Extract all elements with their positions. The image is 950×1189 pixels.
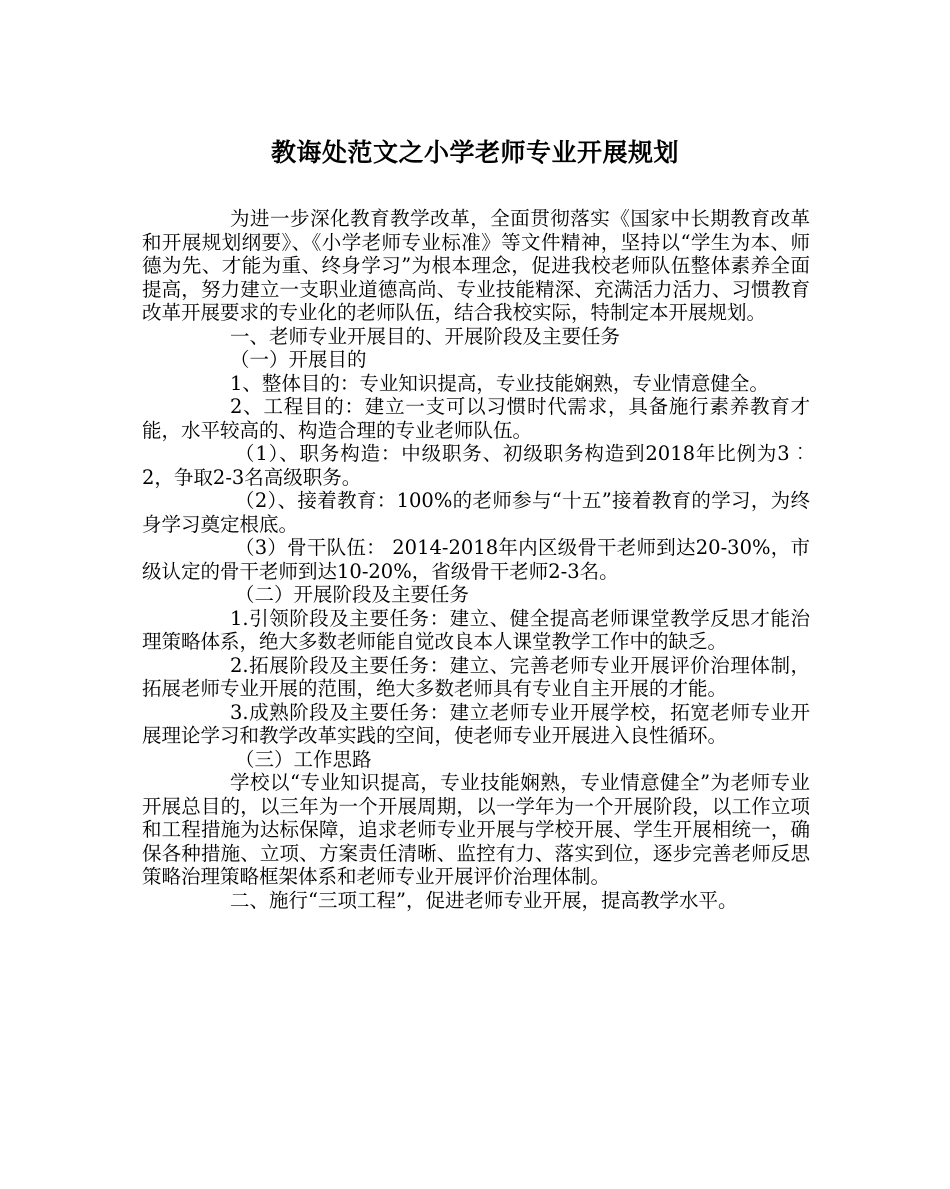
paragraph-overall-goal: 1、整体目的：专业知识提高，专业技能娴熟，专业情意健全。 [230,371,769,395]
paragraph-stage-mature: 3.成熟阶段及主要任务：建立老师专业开展学校，拓宽老师专业开展理论学习和教学改革实践的空间，使老师专业开展进入良性循环。 [142,700,810,747]
paragraph-stage-lead: 1.引领阶段及主要任务：建立、健全提高老师课堂教学反思才能治理策略体系，绝大多数老师能自觉改良本人课堂教学工作中的缺乏。 [142,606,810,653]
subsection-heading-goals: （一）开展目的 [230,348,367,371]
paragraph-intro: 为进一步深化教育教学改革，全面贯彻落实《国家中长期教育改革和开展规划纲要》、《小学老师专业标准》等文件精神，坚持以“学生为本、师德为先、才能为重、终身学习”为根本理念，促进我校老师队伍整体素养全面提高，努力建立一支职业道德高尚、专业技能精深、充满活力活力、习惯教育改革开展要求的专业化的老师队伍，结合我校实际，特制定本开展规划。 [142,207,810,324]
paragraph-continuing-education: （2）、接着教育：100%的老师参与“十五”接着教育的学习，为终身学习奠定根底。 [142,489,810,536]
section-heading-two: 二、施行“三项工程”，促进老师专业开展，提高教学水平。 [230,888,738,912]
section-heading-one: 一、老师专业开展目的、开展阶段及主要任务 [230,324,621,348]
subsection-heading-approach: （三）工作思路 [235,747,372,771]
paragraph-project-goal: 2、工程目的：建立一支可以习惯时代需求，具备施行素养教育才能，水平较高的、构造合理的专业老师队伍。 [142,395,810,442]
document-title: 教诲处范文之小学老师专业开展规划 [270,138,679,167]
paragraph-work-approach: 学校以“专业知识提高，专业技能娴熟，专业情意健全”为老师专业开展总目的，以三年为一个开展周期，以一学年为一个开展阶段，以工作立项和工程措施为达标保障，追求老师专业开展与学校开展、学生开展相统一，确保各种措施、立项、方案责任清晰、监控有力、落实到位，逐步完善老师反思策略治理策略框架体系和老师专业开展评价治理体制。 [142,771,810,888]
paragraph-backbone-team: （3）骨干队伍： 2014-2018年内区级骨干老师到达20-30%，市级认定的骨干老师到达10-20%，省级骨干老师2-3名。 [142,536,810,583]
subsection-heading-stages: （二）开展阶段及主要任务 [235,583,470,606]
paragraph-stage-expand: 2.拓展阶段及主要任务：建立、完善老师专业开展评价治理体制，拓展老师专业开展的范围，绝大多数老师具有专业自主开展的才能。 [142,653,810,700]
document-body [142,207,810,912]
paragraph-title-structure: （1）、职务构造：中级职务、初级职务构造到2018年比例为3︰2，争取2-3名高级职务。 [142,442,810,489]
